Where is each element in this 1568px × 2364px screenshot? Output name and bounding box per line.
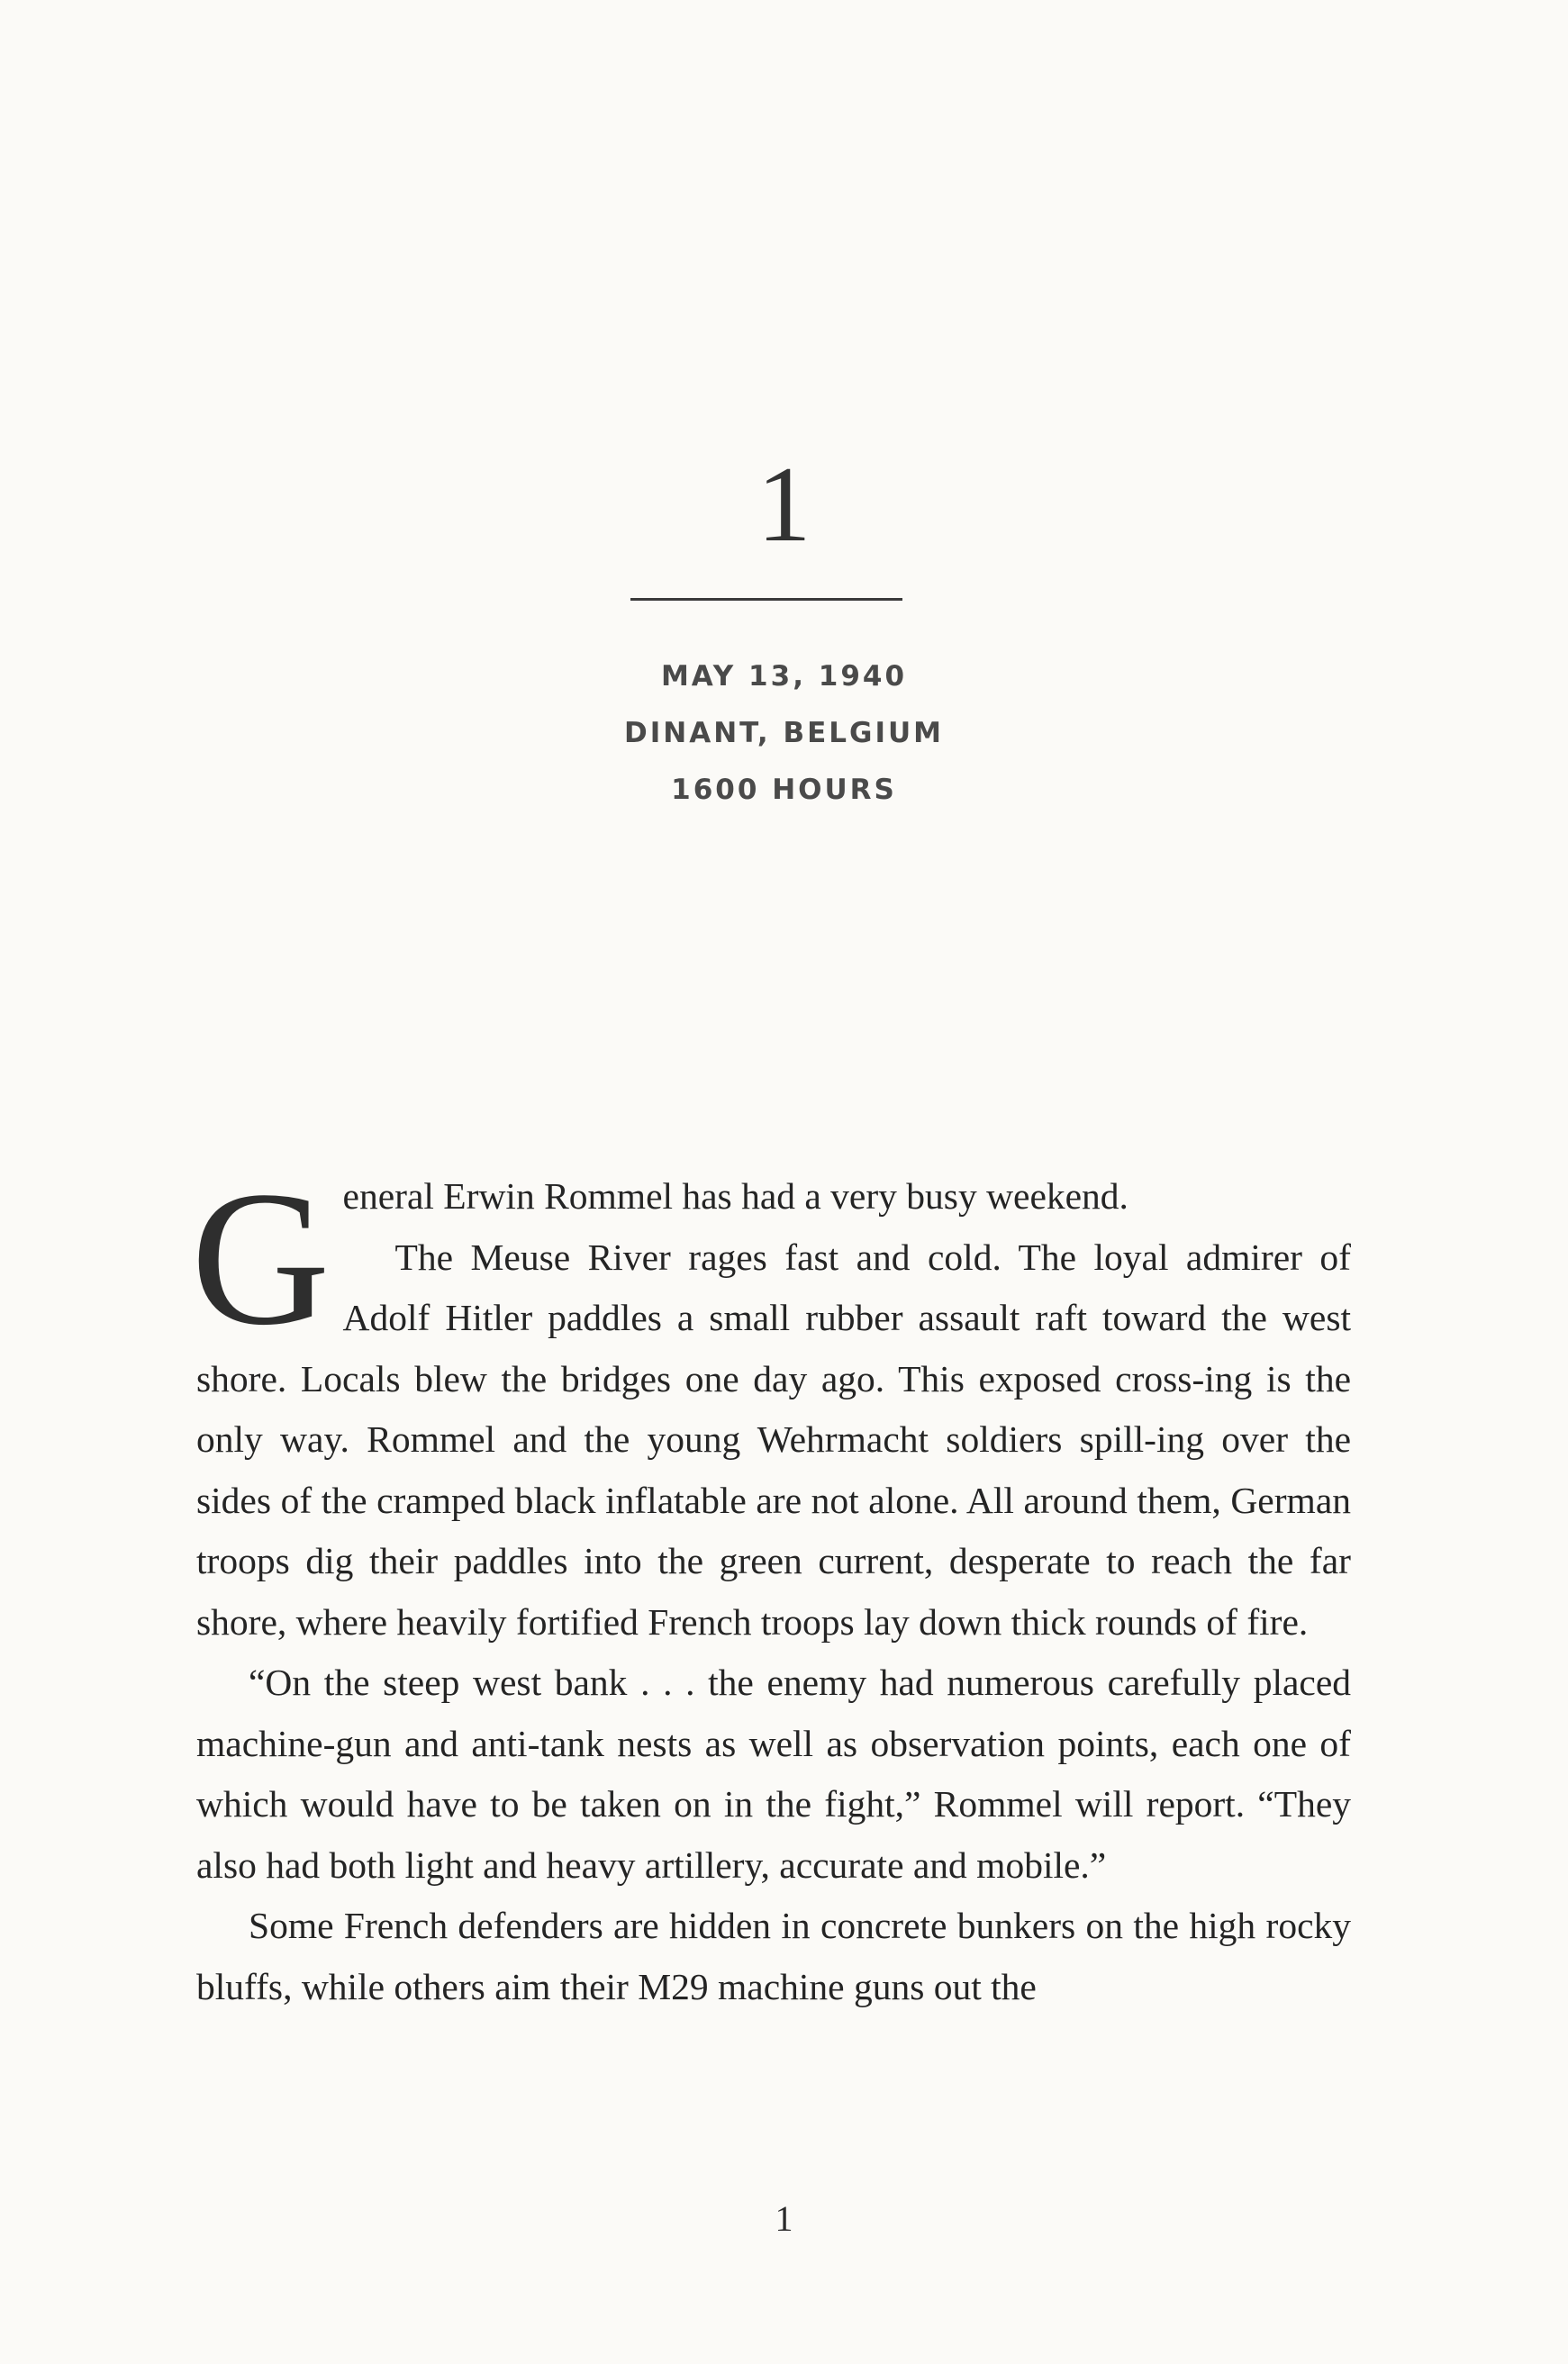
drop-cap: G <box>191 1152 331 1365</box>
chapter-body <box>191 1152 1351 2017</box>
paragraph-1 <box>191 1152 1351 1365</box>
chapter-number: 1 <box>757 444 811 564</box>
paragraph-1-text: eneral Erwin Rommel has had a very busy weekend. <box>342 1175 1128 1217</box>
chapter-date: MAY 13, 1940 <box>660 660 908 693</box>
chapter-divider <box>630 598 902 601</box>
page-number: 1 <box>775 2198 793 2239</box>
paragraph-2: The Meuse River rages fast and cold. The loyal admirer of Adolf Hitler paddles a small rubber assault raft toward the west shore. Locals blew the bridges one day ago. This exposed cross-ing is the only way. Rommel and the young Wehrmacht soldiers spill-ing over the sides of the cramped black inflatable are not alone. All around them, German troops dig their paddles into the green current, desperate to reach the far shore, where heavily fortified French troops lay down thick rounds of fire. <box>196 1236 1351 1643</box>
chapter-time: 1600 HOURS <box>671 774 897 806</box>
chapter-location: DINANT, BELGIUM <box>624 717 944 749</box>
chapter-header <box>0 648 1568 819</box>
paragraph-4: Some French defenders are hidden in concrete bunkers on the high rocky bluffs, while others aim their M29 machine guns out the <box>196 1905 1351 2007</box>
paragraph-3: “On the steep west bank . . . the enemy had numerous carefully placed machine-gun and anti-tank nests as well as observation points, each one of which would have to be taken on in the fight,” Rommel will report. “They also had both light and heavy artillery, accurate and mobile.” <box>196 1662 1351 1886</box>
